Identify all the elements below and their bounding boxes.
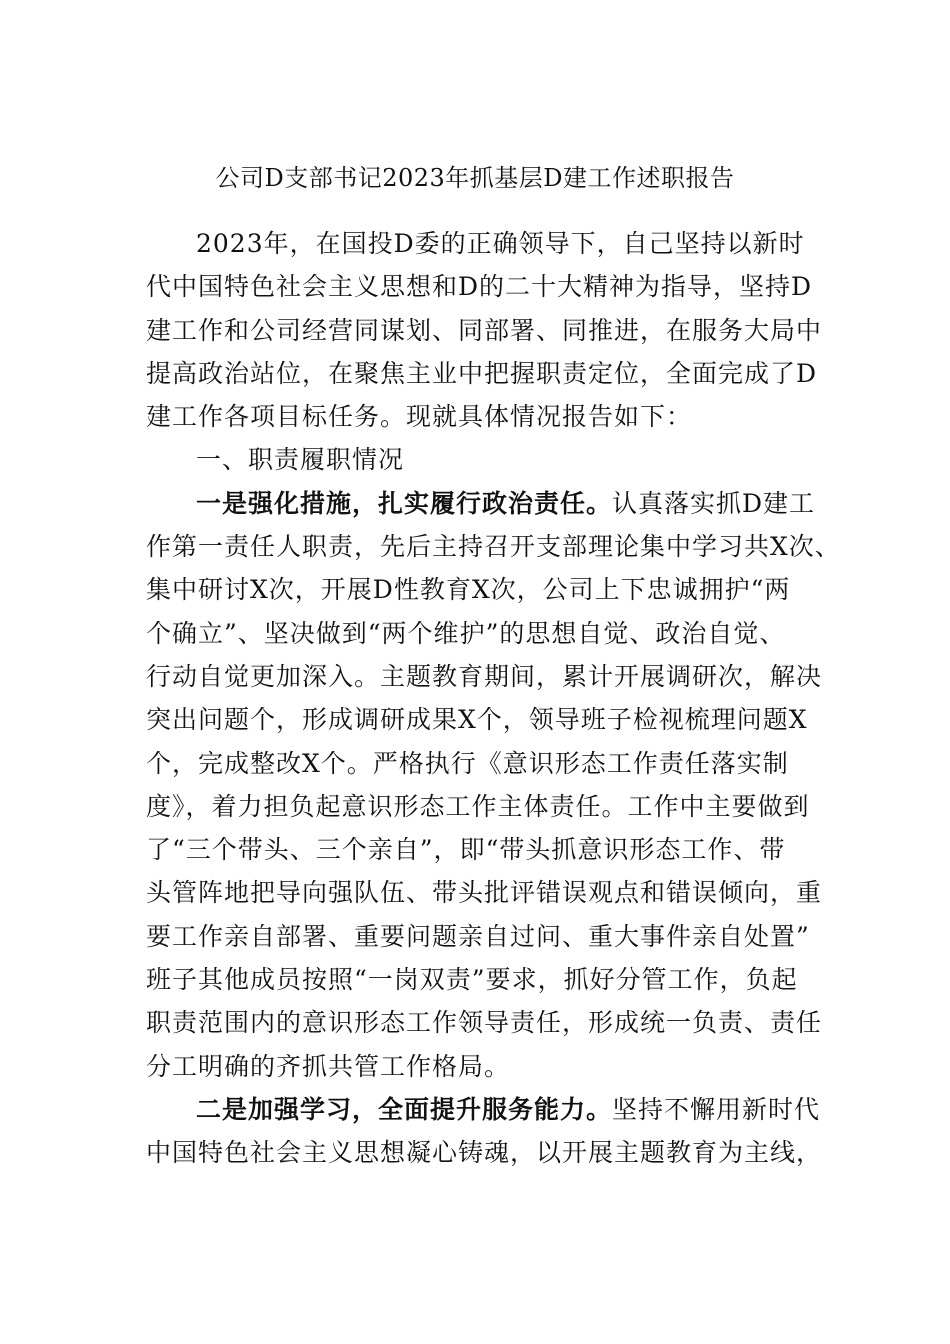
- section-heading: 一、职责履职情况: [196, 445, 405, 475]
- document-body: [146, 222, 841, 1175]
- point1-line: 个确立”、坚决做到“两个维护”的思想自觉、政治自觉、: [146, 618, 786, 648]
- point1-line: 集中研讨X次，开展D性教育X次，公司上下忠诚拥护“两: [146, 575, 791, 605]
- point1-line: 要工作亲自部署、重要问题亲自过问、重大事件亲自处置”: [146, 921, 810, 951]
- point2-first-line: [146, 1088, 821, 1131]
- intro-line: 提高政治站位，在聚焦主业中把握职责定位，全面完成了D: [146, 358, 818, 388]
- point1-line: 职责范围内的意识形态工作领导责任，形成统一负责、责任: [146, 1008, 823, 1038]
- point2-first-line-rest: 坚持不懈用新时代: [612, 1094, 821, 1124]
- point1-line: 突出问题个，形成调研成果X个，领导班子检视梳理问题X: [146, 705, 808, 735]
- point1-first-line: [146, 482, 816, 525]
- point2-line: 中国特色社会主义思想凝心铸魂，以开展主题教育为主线，: [146, 1138, 823, 1168]
- point1-line: 作第一责任人职责，先后主持召开支部理论集中学习共X次、: [146, 532, 841, 562]
- point2-lead: 二是加强学习，全面提升服务能力。: [196, 1094, 613, 1124]
- point1-line: 班子其他成员按照“一岗双责”要求，抓好分管工作，负起: [146, 965, 798, 995]
- point1-line: 行动自觉更加深入。主题教育期间，累计开展调研次，解决: [146, 661, 823, 691]
- intro-line: 2023年，在国投D委的正确领导下，自己坚持以新时: [196, 229, 805, 258]
- point1-line: 了“三个带头、三个亲自”，即“带头抓意识形态工作、带: [146, 835, 786, 865]
- document-title: 公司D支部书记2023年抓基层D建工作述职报告: [215, 164, 735, 192]
- intro-line: 代中国特色社会主义思想和D的二十大精神为指导，坚持D: [146, 272, 813, 302]
- intro-line: 建工作各项目标任务。现就具体情况报告如下：: [146, 402, 693, 432]
- point1-first-line-rest: 认真落实抓D建工: [612, 488, 816, 518]
- point1-lead: 一是强化措施，扎实履行政治责任。: [196, 488, 613, 518]
- point1-line: 分工明确的齐抓共管工作格局。: [146, 1051, 511, 1081]
- point1-line: 度》，着力担负起意识形态工作主体责任。工作中主要做到: [146, 791, 810, 821]
- intro-line: 建工作和公司经营同谋划、同部署、同推进，在服务大局中: [146, 315, 823, 345]
- point1-line: 个，完成整改X个。严格执行《意识形态工作责任落实制: [146, 748, 789, 778]
- point1-line: 头管阵地把导向强队伍、带头批评错误观点和错误倾向，重: [146, 878, 823, 908]
